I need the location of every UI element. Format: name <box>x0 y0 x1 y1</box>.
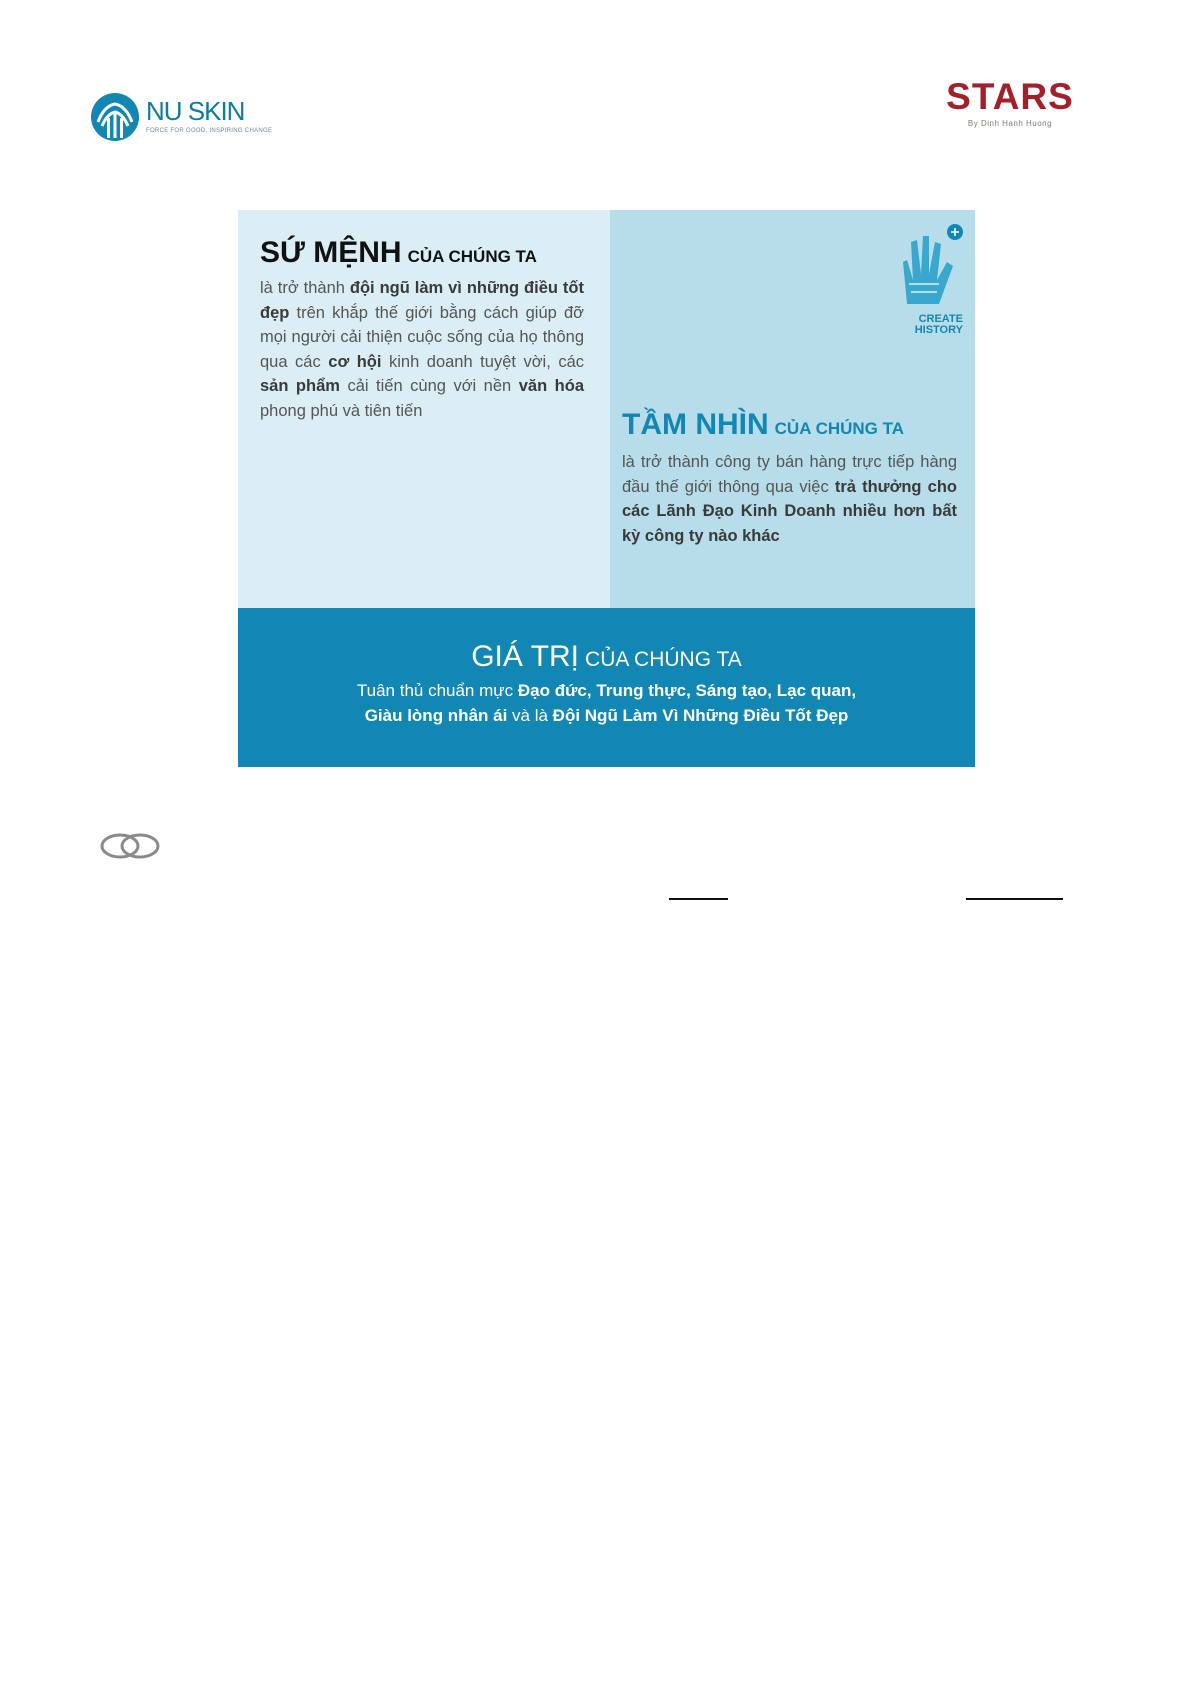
values-panel <box>238 608 975 767</box>
text-run: Đạo đức, Trung thực, Sáng tạo, Lạc quan, <box>517 681 857 700</box>
nuskin-tagline: FORCE FOR GOOD. INSPIRING CHANGE <box>146 128 273 134</box>
vision-text <box>622 450 957 548</box>
stars-tagline: By Dinh Hanh Huong <box>967 119 1053 128</box>
underline-1 <box>669 898 728 900</box>
vision-title-sub: CỦA CHÚNG TA <box>774 419 905 438</box>
link-icon[interactable] <box>98 830 162 862</box>
text-run: và là <box>507 706 553 725</box>
mission-title-main: SỨ MỆNH <box>260 236 402 269</box>
nuskin-brand: NU SKIN <box>146 96 245 126</box>
text-run: kinh doanh tuyệt vời, các <box>381 352 585 371</box>
text-run: đội ngũ làm vì những điều tốt đẹp <box>260 279 584 322</box>
mission-vision-values-slide <box>238 210 975 767</box>
text-run: là trở thành <box>260 279 350 297</box>
values-title-sub: CỦA CHÚNG TA <box>585 648 742 671</box>
vision-title-main: TẦM NHÌN <box>622 408 769 441</box>
values-title-main: GIÁ TRỊ <box>471 640 580 673</box>
text-run: sản phẩm <box>260 377 340 396</box>
mission-text <box>260 276 584 424</box>
stars-brand: STARS <box>946 76 1074 117</box>
underline-2 <box>966 898 1063 900</box>
nuskin-logo <box>90 92 290 148</box>
mission-title-sub: CỦA CHÚNG TA <box>407 247 537 266</box>
create-history-line1: CREATE <box>918 313 963 325</box>
text-run: phong phú và tiên tiến <box>260 401 423 420</box>
text-run: Đội Ngũ Làm Vì Những Điều Tốt Đẹp <box>552 706 849 725</box>
values-text <box>238 678 975 728</box>
text-run: cơ hội <box>328 352 382 371</box>
mission-panel <box>238 210 610 608</box>
vision-title <box>622 410 904 440</box>
stars-logo <box>945 78 1075 138</box>
mission-title <box>260 238 537 268</box>
text-run: Tuân thủ chuẩn mực <box>356 681 518 700</box>
text-run: văn hóa <box>518 377 584 396</box>
vision-panel <box>610 210 975 608</box>
text-run: cải tiến cùng với nền <box>339 377 519 396</box>
values-title <box>238 642 975 672</box>
hand-icon <box>897 222 963 312</box>
create-history-text <box>897 314 963 336</box>
text-run: trả thưởng cho các Lãnh Đạo Kinh Doanh nhiều hơn bất kỳ công ty nào khác <box>622 477 957 545</box>
text-run: Giàu lòng nhân ái <box>364 706 508 725</box>
create-history-logo <box>897 222 963 336</box>
create-history-line2: HISTORY <box>914 324 963 336</box>
text-run: trên khắp thế giới bằng cách giúp đỡ mọi người cải thiện cuộc sống của họ thông qua các <box>260 303 584 371</box>
nuskin-emblem-icon <box>90 92 140 142</box>
text-run: là trở thành công ty bán hàng trực tiếp hàng đầu thế giới thông qua việc <box>622 453 957 496</box>
